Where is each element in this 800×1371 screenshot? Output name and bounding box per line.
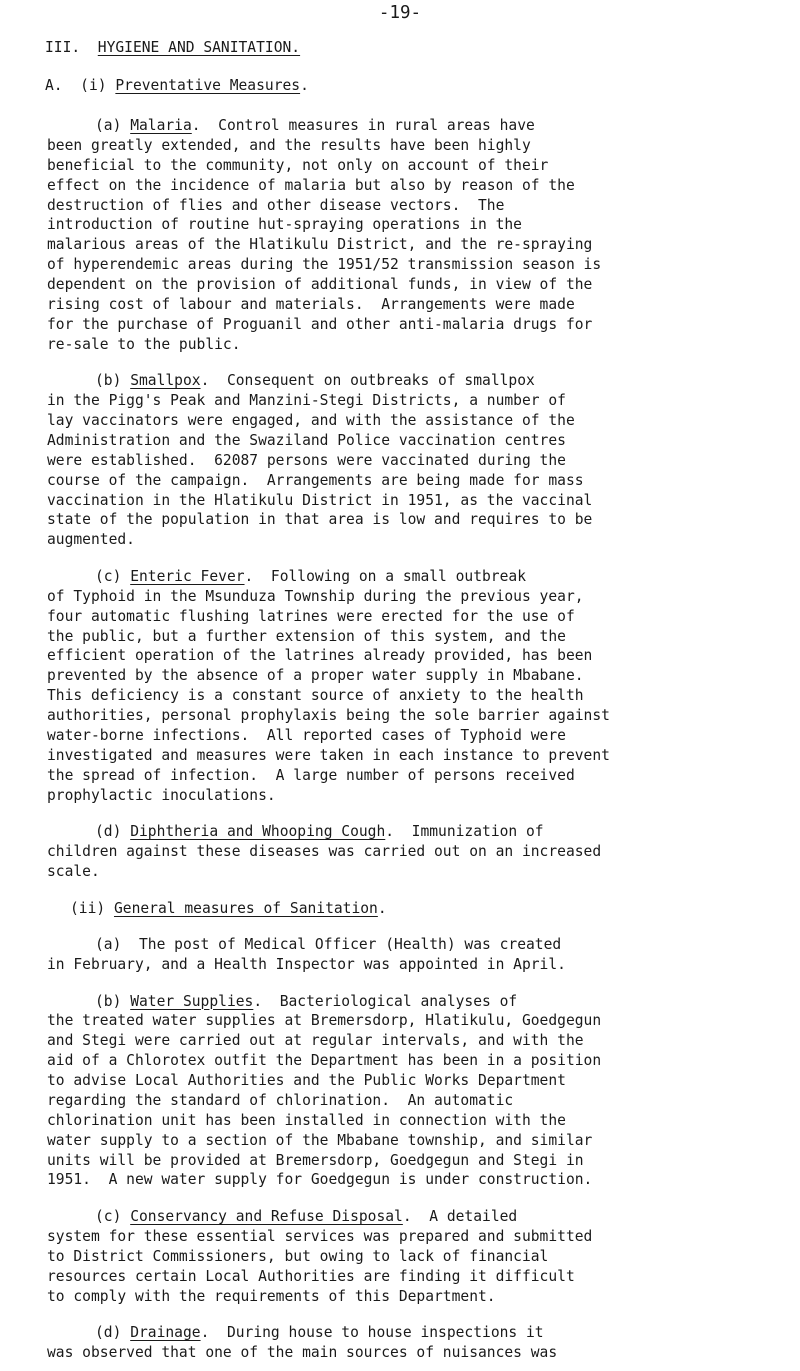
section-heading [45, 38, 300, 58]
subsection-a-title: Preventative Measures [115, 77, 301, 94]
enteric-line: four automatic flushing latrines were erected for the use of [47, 607, 575, 625]
malaria-line: destruction of flies and other disease vectors. The [47, 196, 505, 214]
malaria-line: introduction of routine hut-spraying operations in the [47, 216, 522, 234]
smallpox-line: course of the campaign. Arrangements are being made for mass [47, 471, 584, 489]
diphtheria-line: scale. [47, 862, 100, 880]
malaria-line: malarious areas of the Hlatikulu District, and the re-spraying [47, 236, 593, 254]
malaria-line: for the purchase of Proguanil and other anti-malaria drugs for [47, 315, 593, 333]
water-line: and Stegi were carried out at regular intervals, and with the [47, 1032, 584, 1050]
enteric-line: water-borne infections. All reported cases of Typhoid were [47, 727, 566, 745]
malaria-line: been greatly extended, and the results have been highly [47, 136, 531, 154]
smallpox-line: in the Pigg's Peak and Manzini-Stegi Districts, a number of [47, 392, 566, 410]
smallpox-line: lay vaccinators were engaged, and with the assistance of the [47, 412, 575, 430]
water-line: regarding the standard of chlorination. An automatic [47, 1091, 514, 1109]
malaria-heading: Malaria [130, 117, 192, 134]
water-line: water supply to a section of the Mbabane township, and similar [47, 1131, 593, 1149]
smallpox-line: augmented. [47, 531, 135, 549]
diphtheria-line: children against these diseases was carried out on an increased [47, 843, 602, 861]
water-line: to advise Local Authorities and the Public Works Department [47, 1072, 566, 1090]
enteric-label: (c) [95, 567, 122, 585]
subsection-ii-title: General measures of Sanitation [113, 899, 378, 917]
smallpox-line: were established. 62087 persons were vaccinated during the [47, 451, 566, 469]
malaria-line: re-sale to the public. [47, 335, 241, 353]
drainage-heading: Drainage [130, 1324, 201, 1342]
subsection-ii-title-suffix: . [377, 899, 387, 917]
conservancy-line: to comply with the requirements of this Department. [47, 1287, 496, 1305]
enteric-line: the public, but a further extension of this system, and the [47, 627, 566, 645]
diphtheria-first-line [95, 822, 544, 842]
water-line: chlorination unit has been installed in connection with the [47, 1111, 566, 1129]
enteric-line: investigated and measures were taken in each instance to prevent [47, 746, 610, 764]
water-line: the treated water supplies at Bremersdorp, Hlatikulu, Goedgegun [47, 1012, 602, 1030]
conservancy-heading: Conservancy and Refuse Disposal [130, 1208, 403, 1226]
malaria-first-text: . Control measures in rural areas have [191, 117, 535, 134]
subsection-a-heading [45, 76, 309, 96]
smallpox-heading: Smallpox [130, 372, 201, 390]
drainage-label: (d) [95, 1324, 122, 1342]
conservancy-first-text: . A detailed [402, 1208, 518, 1226]
enteric-line: This deficiency is a constant source of anxiety to the health [47, 687, 584, 705]
section-number: III. [45, 39, 81, 56]
subsection-a-title-suffix: . [300, 77, 309, 94]
medical-officer-first-text: The post of Medical Officer (Health) was created [138, 936, 562, 954]
enteric-line: efficient operation of the latrines already provided, has been [47, 647, 593, 665]
page-number: -19- [378, 3, 422, 23]
smallpox-first-line [95, 371, 535, 391]
water-first-text: . Bacteriological analyses of [253, 992, 518, 1010]
water-heading: Water Supplies [130, 992, 254, 1010]
enteric-line: prophylactic inoculations. [47, 786, 276, 804]
medical-officer-line: in February, and a Health Inspector was appointed in April. [47, 955, 566, 973]
water-line: units will be provided at Bremersdorp, Goedgegun and Stegi in [47, 1151, 584, 1169]
water-line: 1951. A new water supply for Goedgegun is under construction. [47, 1171, 593, 1189]
malaria-line: effect on the incidence of malaria but also by reason of the [47, 176, 575, 194]
drainage-line: was observed that one of the main sources of nuisances was [47, 1344, 558, 1361]
enteric-line: of Typhoid in the Msunduza Township during the previous year, [47, 587, 584, 605]
enteric-first-line [95, 567, 526, 587]
section-title: HYGIENE AND SANITATION. [97, 39, 301, 56]
malaria-label: (a) [95, 117, 122, 134]
conservancy-line: resources certain Local Authorities are finding it difficult [47, 1267, 575, 1285]
medical-officer-label: (a) [95, 936, 122, 954]
drainage-first-text: . During house to house inspections it [200, 1324, 544, 1342]
enteric-line: the spread of infection. A large number of persons received [47, 766, 575, 784]
smallpox-first-text: . Consequent on outbreaks of smallpox [200, 372, 535, 390]
subsection-ii-prefix: (ii) [70, 899, 106, 917]
subsection-a-prefix: A. (i) [45, 77, 107, 94]
conservancy-label: (c) [95, 1208, 122, 1226]
smallpox-line: Administration and the Swaziland Police vaccination centres [47, 431, 566, 449]
water-first-line [95, 992, 517, 1012]
enteric-line: prevented by the absence of a proper water supply in Mbabane. [47, 667, 584, 685]
malaria-first-line [95, 116, 535, 136]
conservancy-first-line [95, 1207, 517, 1227]
medical-officer-first-line [95, 935, 561, 955]
enteric-line: authorities, personal prophylaxis being the sole barrier against [47, 707, 610, 725]
malaria-line: beneficial to the community, not only on account of their [47, 156, 549, 174]
enteric-first-text: . Following on a small outbreak [244, 567, 526, 585]
water-line: aid of a Chlorotex outfit the Department has been in a position [47, 1052, 602, 1070]
water-label: (b) [95, 992, 122, 1010]
malaria-line: of hyperendemic areas during the 1951/52 transmission season is [47, 256, 602, 274]
diphtheria-first-text: . Immunization of [385, 823, 544, 841]
conservancy-line: to District Commissioners, but owing to lack of financial [47, 1247, 549, 1265]
malaria-line: dependent on the provision of additional funds, in view of the [47, 276, 593, 294]
diphtheria-heading: Diphtheria and Whooping Cough [130, 823, 386, 841]
smallpox-label: (b) [95, 372, 122, 390]
diphtheria-label: (d) [95, 823, 122, 841]
smallpox-line: vaccination in the Hlatikulu District in 1951, as the vaccinal [47, 491, 593, 509]
conservancy-line: system for these essential services was prepared and submitted [47, 1227, 593, 1245]
malaria-line: rising cost of labour and materials. Arrangements were made [47, 295, 575, 313]
subsection-ii-heading [70, 899, 387, 919]
enteric-heading: Enteric Fever [130, 567, 245, 585]
smallpox-line: state of the population in that area is low and requires to be [47, 511, 593, 529]
drainage-first-line [95, 1323, 544, 1343]
